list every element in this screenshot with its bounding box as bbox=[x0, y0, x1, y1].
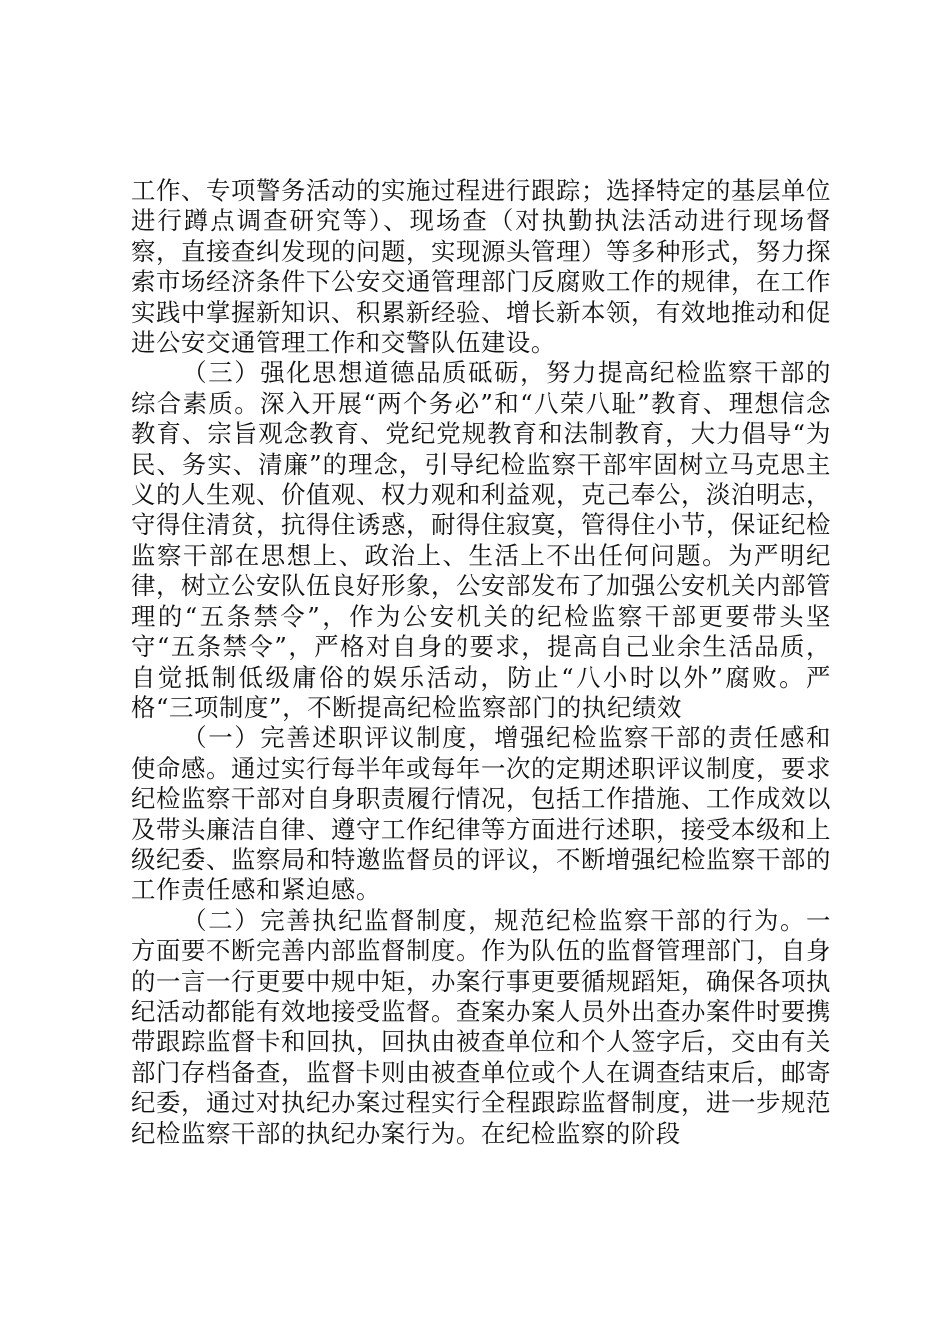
paragraph-section-one: （一）完善述职评议制度，增强纪检监察干部的责任感和使命感。通过实行每半年或每年一次的定期述职评议制度，要求纪检监察干部对自身职责履行情况，包括工作措施、工作成效以及带头廉洁自律、遵守工作纪律等方面进行述职，接受本级和上级纪委、监察局和特邀监督员的评议，不断增强纪检监察干部的工作责任感和紧迫感。 bbox=[131, 723, 831, 905]
paragraph-section-two: （二）完善执纪监督制度，规范纪检监察干部的行为。一方面要不断完善内部监督制度。作为队伍的监督管理部门，自身的一言一行更要中规中矩，办案行事更要循规蹈矩，确保各项执纪活动都能有效地接受监督。查案办案人员外出查办案件时要携带跟踪监督卡和回执，回执由被查单位和个人签字后，交由有关部门存档备查，监督卡则由被查单位或个人在调查结束后，邮寄纪委，通过对执纪办案过程实行全程跟踪监督制度，进一步规范纪检监察干部的执纪办案行为。在纪检监察的阶段 bbox=[131, 905, 831, 1148]
paragraph-continuation: 工作、专项警务活动的实施过程进行跟踪；选择特定的基层单位进行蹲点调查研究等）、现场查（对执勤执法活动进行现场督察，直接查纠发现的问题，实现源头管理）等多种形式，努力探索市场经济条件下公安交通管理部门反腐败工作的规律，在工作实践中掌握新知识、积累新经验、增长新本领，有效地推动和促进公安交通管理工作和交警队伍建设。 bbox=[131, 176, 831, 358]
document-body bbox=[131, 176, 831, 1149]
paragraph-section-three: （三）强化思想道德品质砥砺，努力提高纪检监察干部的综合素质。深入开展“两个务必”和“八荣八耻”教育、理想信念教育、宗旨观念教育、党纪党规教育和法制教育，大力倡导“为民、务实、清廉”的理念，引导纪检监察干部牢固树立马克思主义的人生观、价值观、权力观和利益观，克己奉公，淡泊明志，守得住清贫，抗得住诱惑，耐得住寂寞，管得住小节，保证纪检监察干部在思想上、政治上、生活上不出任何问题。为严明纪律，树立公安队伍良好形象，公安部发布了加强公安机关内部管理的“五条禁令”，作为公安机关的纪检监察干部更要带头坚守“五条禁令”，严格对自身的要求，提高自己业余生活品质，自觉抵制低级庸俗的娱乐活动，防止“八小时以外”腐败。严格“三项制度”，不断提高纪检监察部门的执纪绩效 bbox=[131, 358, 831, 722]
